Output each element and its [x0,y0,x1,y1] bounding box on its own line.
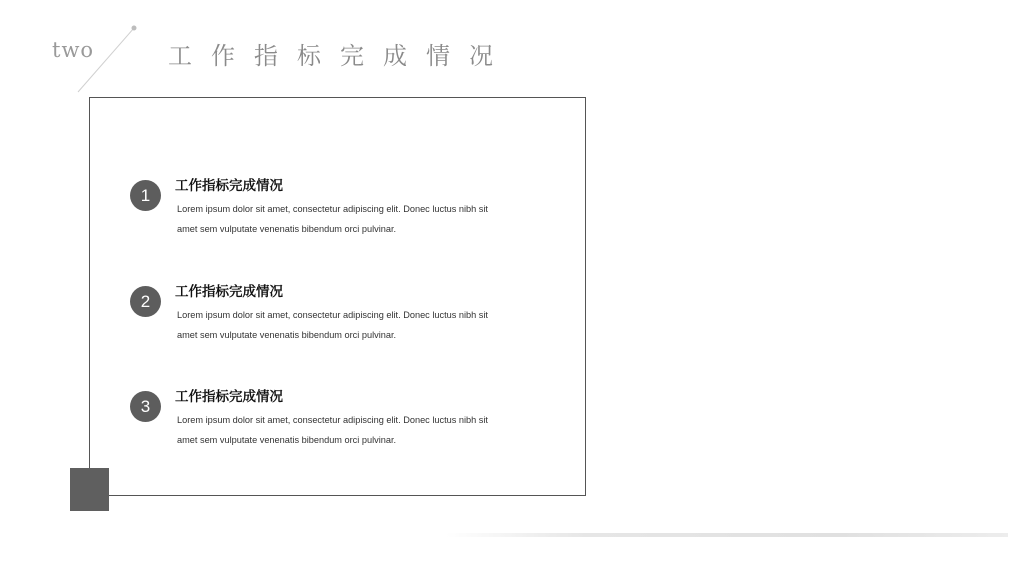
item-description: Lorem ipsum dolor sit amet, consectetur adipiscing elit. Donec luctus nibh sit amet sem vulputate venenatis bibendum orci pulvinar. [177,204,488,234]
item-description: Lorem ipsum dolor sit amet, consectetur adipiscing elit. Donec luctus nibh sit amet sem vulputate venenatis bibendum orci pulvinar. [177,415,488,445]
number-badge: 2 [130,286,161,317]
item-title: 工作指标完成情况 [175,284,283,300]
item-title: 工作指标完成情况 [175,178,283,194]
decorative-diagonal-line [0,0,160,100]
number-badge: 3 [130,391,161,422]
decorative-corner-square [70,468,109,511]
number-badge: 1 [130,180,161,211]
section-number-label: two [52,38,95,62]
item-description: Lorem ipsum dolor sit amet, consectetur adipiscing elit. Donec luctus nibh sit amet sem vulputate venenatis bibendum orci pulvinar. [177,310,488,340]
item-title: 工作指标完成情况 [175,389,283,405]
page-title: 工作指标完成情况 [168,42,512,70]
decorative-bottom-stripe [446,533,1008,537]
